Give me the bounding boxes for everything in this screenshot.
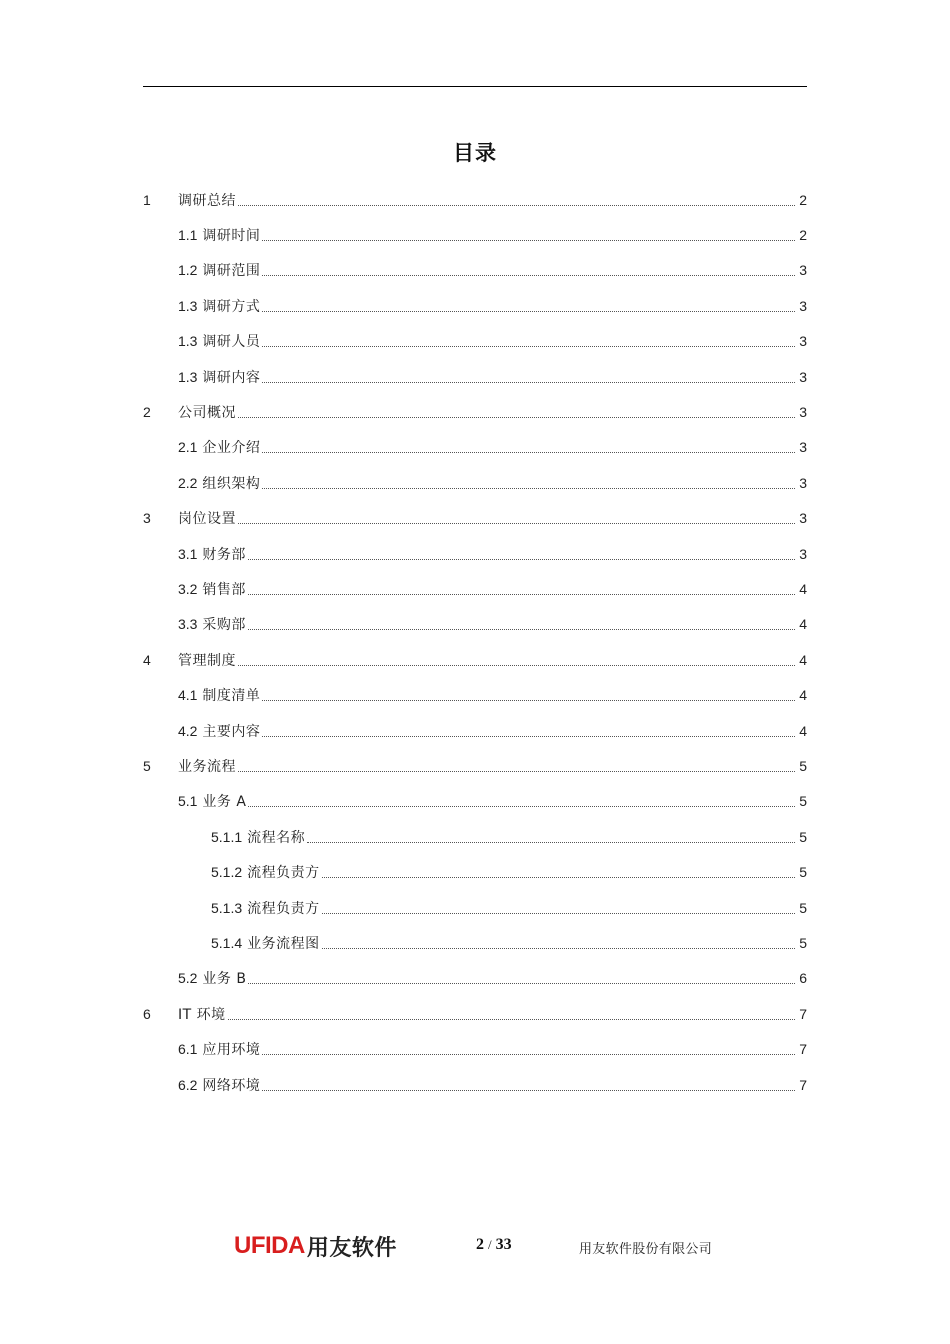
toc-leader-dots [322, 876, 795, 878]
toc-entry[interactable] [143, 819, 807, 854]
toc-entry-label: 5.1 业务 A [178, 793, 247, 811]
toc-entry-label: 管理制度 [178, 652, 236, 669]
toc-leader-dots [322, 912, 795, 914]
toc-entry[interactable] [143, 855, 807, 890]
toc-entry-page: 6 [799, 970, 807, 987]
toc-entry-page: 4 [799, 651, 807, 668]
page-footer [0, 1228, 950, 1264]
logo-chinese-text: 用友软件 [306, 1235, 397, 1261]
toc-entry[interactable] [143, 748, 807, 783]
toc-entry-number: 1.3 [178, 333, 198, 350]
toc-entry-page: 3 [799, 545, 807, 562]
toc-entry-page: 3 [799, 403, 807, 420]
toc-entry[interactable] [143, 784, 807, 819]
toc-leader-dots [238, 522, 795, 524]
toc-leader-dots [262, 1053, 795, 1055]
toc-entry-number: 3 [143, 510, 151, 527]
toc-entry-label: 5.1.2 流程负责方 [211, 864, 320, 882]
toc-entry-number: 6 [143, 1005, 151, 1022]
toc-leader-dots [262, 699, 795, 701]
toc-entry-page: 5 [799, 864, 807, 881]
toc-title: 目录 [453, 141, 497, 165]
toc-entry-label: 调研总结 [178, 192, 236, 209]
toc-entry-label: 5.1.3 流程负责方 [211, 899, 320, 917]
page-number [476, 1236, 512, 1254]
toc-entry-number: 5.1.3 [211, 899, 243, 916]
toc-entry-page: 4 [799, 722, 807, 739]
toc-leader-dots [262, 451, 795, 453]
toc-entry-number: 2.2 [178, 474, 198, 491]
logo-brand-text: UFIDA [234, 1232, 305, 1259]
toc-entry-number: 3.3 [178, 616, 198, 633]
toc-leader-dots [238, 770, 795, 772]
toc-entry-label: 1.3 调研内容 [178, 368, 261, 386]
toc-entry-number: 2.1 [178, 439, 198, 456]
toc-entry-number: 5.2 [178, 970, 198, 987]
toc-leader-dots [262, 1089, 795, 1091]
company-name: 用友软件股份有限公司 [579, 1242, 713, 1257]
toc-entry[interactable] [143, 571, 807, 606]
toc-entry-label: 5.1.4 业务流程图 [211, 934, 320, 952]
page-current: 2 [476, 1236, 484, 1253]
toc-entry[interactable] [143, 890, 807, 925]
toc-entry[interactable] [143, 253, 807, 288]
toc-entry-number: 2 [143, 403, 151, 420]
toc-entry-page: 5 [799, 793, 807, 810]
toc-entry-page: 3 [799, 474, 807, 491]
toc-entry-label: 3.1 财务部 [178, 545, 246, 563]
toc-entry-number: 3.2 [178, 580, 198, 597]
toc-entry-label: 6.1 应用环境 [178, 1041, 261, 1059]
toc-leader-dots [228, 1018, 795, 1020]
toc-leader-dots [238, 664, 795, 666]
toc-entry-number: 5.1.4 [211, 934, 243, 951]
toc-entry-number: 4.1 [178, 687, 198, 704]
toc-entry[interactable] [143, 288, 807, 323]
toc-leader-dots [262, 381, 795, 383]
toc-leader-dots [262, 487, 795, 489]
toc-leader-dots [307, 841, 795, 843]
toc-entry-page: 4 [799, 687, 807, 704]
toc-entry-page: 3 [799, 262, 807, 279]
toc-entry-number: 1.2 [178, 262, 198, 279]
toc-entry-page: 5 [799, 828, 807, 845]
page-separator: / [488, 1237, 492, 1252]
toc-entry-page: 7 [799, 1041, 807, 1058]
toc-leader-dots [262, 310, 795, 312]
toc-entry-page: 3 [799, 333, 807, 350]
toc-entry-label: 岗位设置 [178, 511, 236, 528]
toc-entry-page: 3 [799, 439, 807, 456]
toc-entry[interactable] [143, 1032, 807, 1067]
toc-entry[interactable] [143, 501, 807, 536]
toc-entry[interactable] [143, 996, 807, 1031]
toc-entry-page: 5 [799, 934, 807, 951]
toc-leader-dots [322, 947, 795, 949]
toc-entry[interactable] [143, 678, 807, 713]
toc-entry-number: 1.1 [178, 226, 198, 243]
toc-leader-dots [248, 628, 795, 630]
toc-entry-page: 7 [799, 1005, 807, 1022]
toc-entry[interactable] [143, 1067, 807, 1102]
toc-entry-number: 1 [143, 191, 151, 208]
toc-entry[interactable] [143, 607, 807, 642]
toc-entry-label: 6.2 网络环境 [178, 1076, 261, 1094]
toc-leader-dots [262, 345, 795, 347]
toc-entry[interactable] [143, 642, 807, 677]
toc-leader-dots [262, 239, 795, 241]
toc-entry[interactable] [143, 536, 807, 571]
toc-entry-label: 1.3 调研方式 [178, 297, 261, 315]
toc-entry-page: 3 [799, 368, 807, 385]
toc-entry-page: 3 [799, 510, 807, 527]
toc-leader-dots [248, 593, 795, 595]
toc-entry-number: 4 [143, 651, 151, 668]
header-rule [143, 86, 807, 87]
toc-entry-page: 5 [799, 757, 807, 774]
toc-entry-page: 7 [799, 1076, 807, 1093]
toc-entry-number: 5 [143, 757, 151, 774]
toc-entry-label: 4.2 主要内容 [178, 722, 261, 740]
toc-entry-label: 公司概况 [178, 404, 236, 421]
toc-entry-label: 2.1 企业介绍 [178, 439, 261, 457]
toc-entry-number: 1.3 [178, 297, 198, 314]
toc-entry[interactable] [143, 430, 807, 465]
toc-entry-number: 1.3 [178, 368, 198, 385]
toc-entry-label: 3.2 销售部 [178, 580, 246, 598]
toc-entry-number: 5.1 [178, 793, 198, 810]
toc-entry-page: 2 [799, 191, 807, 208]
toc-entry-number: 6.2 [178, 1076, 198, 1093]
toc-entry-page: 3 [799, 297, 807, 314]
toc-entry-label: 1.1 调研时间 [178, 226, 261, 244]
toc-entry-label: 4.1 制度清单 [178, 687, 261, 705]
toc-entry-label: IT 环境 [178, 1006, 226, 1023]
toc-entry-label: 业务流程 [178, 758, 236, 775]
toc-leader-dots [262, 735, 795, 737]
toc-entry[interactable] [143, 217, 807, 252]
toc-entry-label: 5.1.1 流程名称 [211, 828, 306, 846]
toc-entry[interactable] [143, 465, 807, 500]
toc-entry-label: 5.2 业务 B [178, 970, 247, 988]
toc-leader-dots [248, 805, 795, 807]
toc-entry-page: 4 [799, 616, 807, 633]
toc-entry-number: 4.2 [178, 722, 198, 739]
toc-entry[interactable] [143, 394, 807, 429]
toc-leader-dots [262, 274, 795, 276]
toc-entry[interactable] [143, 182, 807, 217]
toc-entry[interactable] [143, 961, 807, 996]
toc-entry[interactable] [143, 713, 807, 748]
company-logo [234, 1228, 397, 1264]
toc-entry[interactable] [143, 324, 807, 359]
page-total: 33 [495, 1236, 512, 1253]
toc-leader-dots [248, 982, 795, 984]
toc-entry-number: 5.1.1 [211, 828, 243, 845]
toc-leader-dots [238, 204, 795, 206]
toc-entry-label: 1.3 调研人员 [178, 333, 261, 351]
toc-entry-page: 4 [799, 580, 807, 597]
toc-entry-label: 2.2 组织架构 [178, 474, 261, 492]
toc-entry-page: 2 [799, 226, 807, 243]
toc-entry-page: 5 [799, 899, 807, 916]
toc-entry-label: 1.2 调研范围 [178, 262, 261, 280]
toc-leader-dots [238, 416, 795, 418]
toc-entry-number: 6.1 [178, 1041, 198, 1058]
toc-entry-label: 3.3 采购部 [178, 616, 246, 634]
toc-entry-number: 5.1.2 [211, 864, 243, 881]
toc-leader-dots [248, 558, 795, 560]
toc-entry-number: 3.1 [178, 545, 198, 562]
toc-entry[interactable] [143, 925, 807, 960]
toc-entry[interactable] [143, 359, 807, 394]
